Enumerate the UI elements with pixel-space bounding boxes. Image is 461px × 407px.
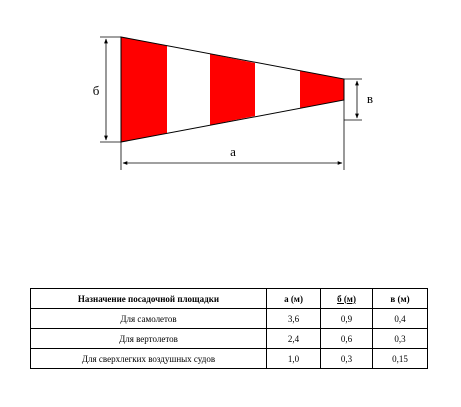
dimension-v-label: в: [366, 91, 374, 106]
windsock: [121, 37, 344, 142]
dimension-b: [93, 37, 121, 142]
windsock-stripe-2: [167, 46, 210, 133]
row-name: Для самолетов: [31, 309, 267, 329]
row-a: 3,6: [267, 309, 321, 329]
windsock-diagram: [0, 0, 461, 200]
header-b: б (м): [321, 289, 373, 309]
windsock-size-table: [30, 288, 428, 369]
row-b: 0,9: [321, 309, 373, 329]
table-row: [31, 349, 428, 369]
row-a: 1,0: [267, 349, 321, 369]
row-b: 0,6: [321, 329, 373, 349]
windsock-stripe-4: [255, 63, 300, 116]
windsock-stripe-1: [121, 37, 167, 142]
row-v: 0,3: [373, 329, 428, 349]
table-header-row: [31, 289, 428, 309]
row-name: Для сверхлегких воздушных судов: [31, 349, 267, 369]
row-v: 0,15: [373, 349, 428, 369]
header-v: в (м): [373, 289, 428, 309]
windsock-stripe-5: [300, 71, 344, 108]
row-b: 0,3: [321, 349, 373, 369]
dimension-b-label: б: [92, 83, 100, 98]
row-a: 2,4: [267, 329, 321, 349]
header-purpose: Назначение посадочной площадки: [31, 289, 267, 309]
windsock-stripe-3: [210, 54, 255, 125]
header-a: а (м): [267, 289, 321, 309]
row-name: Для вертолетов: [31, 329, 267, 349]
table-row: [31, 329, 428, 349]
table-row: [31, 309, 428, 329]
dimension-v: [344, 79, 373, 120]
row-v: 0,4: [373, 309, 428, 329]
dimension-a-label: а: [230, 144, 236, 159]
